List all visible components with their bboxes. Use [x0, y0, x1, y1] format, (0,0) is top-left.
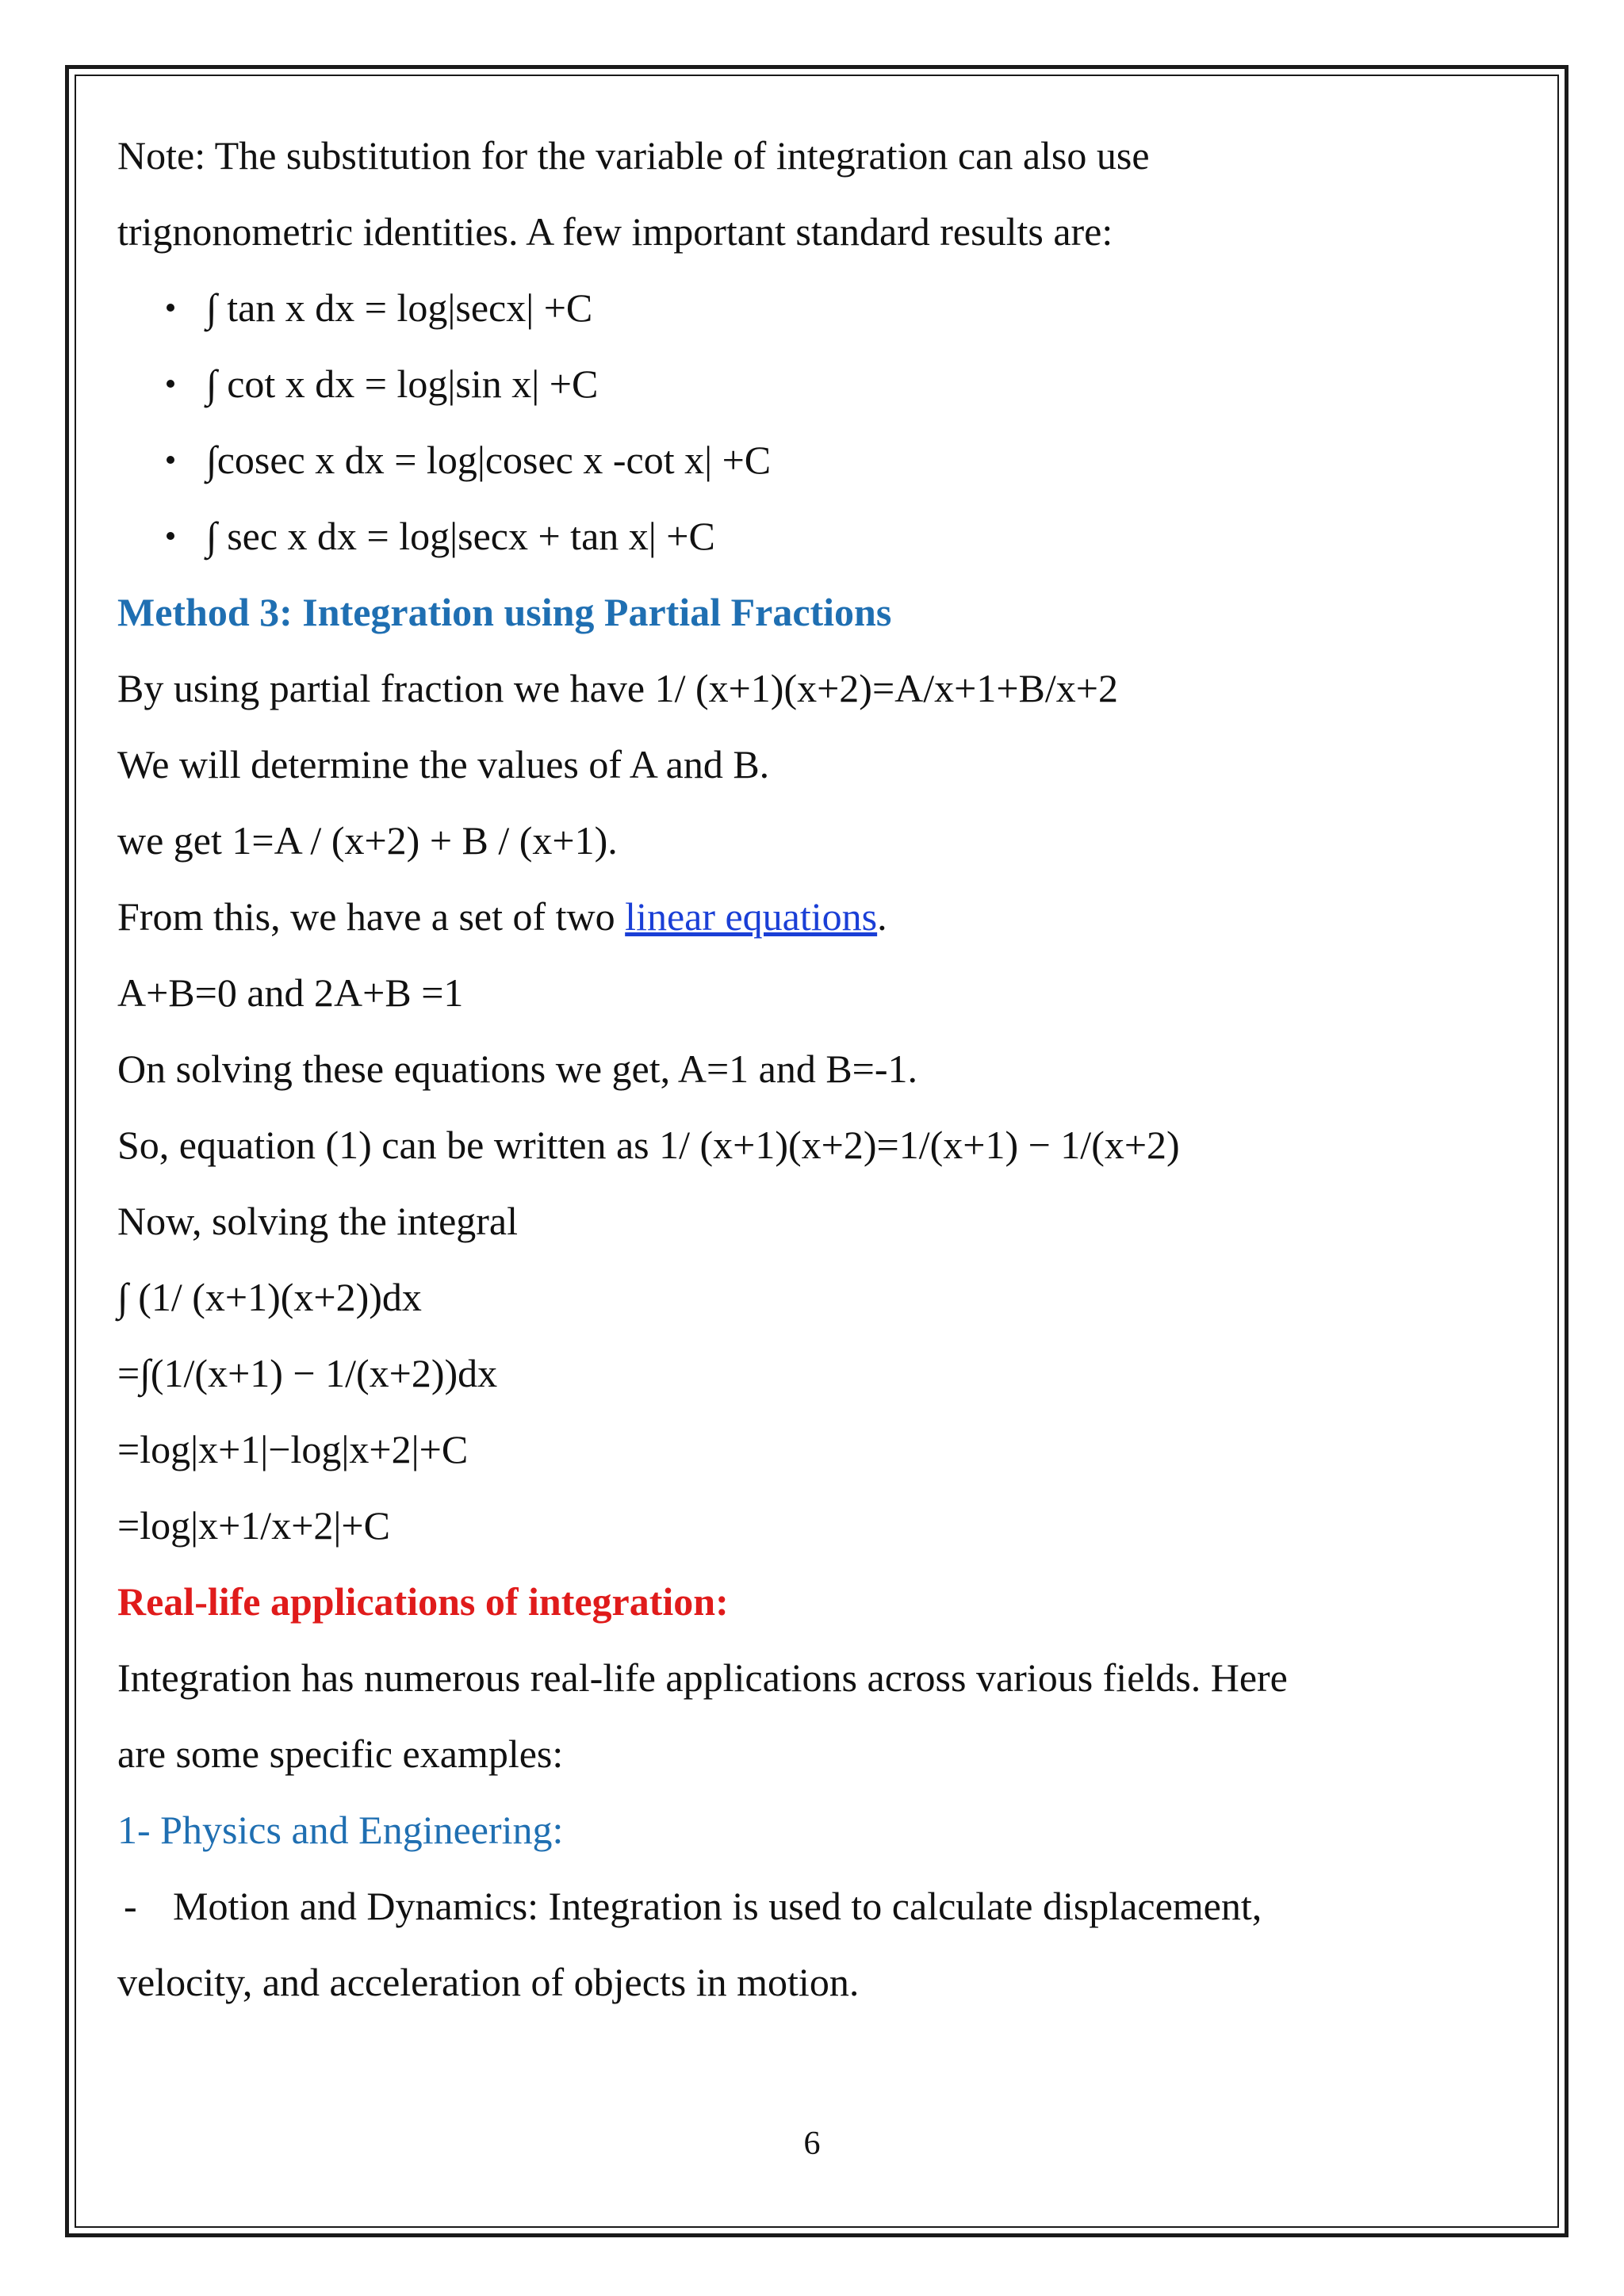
bullet-icon [167, 532, 174, 540]
text-line: are some specific examples: [117, 1732, 564, 1776]
page-content [117, 117, 1513, 2020]
linear-equations-link[interactable]: linear equations [625, 894, 878, 939]
applications-heading: Real-life applications of integration: [117, 1579, 729, 1624]
text-line: By using partial fraction we have 1/ (x+1)(x+2)=A/x+1+B/x+2 [117, 666, 1118, 710]
physics-subheading: 1- Physics and Engineering: [117, 1808, 564, 1852]
page-number: 6 [803, 2126, 821, 2162]
text-line: So, equation (1) can be written as 1/ (x+1)(x+2)=1/(x+1) − 1/(x+2) [117, 1123, 1180, 1167]
bullet-icon [167, 304, 174, 312]
text-line: On solving these equations we get, A=1 and B=-1. [117, 1047, 918, 1091]
bullet-item [117, 346, 1513, 422]
bullet-item [117, 422, 1513, 498]
text-segment: From this, we have a set of two [117, 894, 626, 939]
text-line: A+B=0 and 2A+B =1 [117, 970, 464, 1015]
bullet-text: ∫cosec x dx = log|cosec x -cot x| +C [206, 438, 772, 482]
text-segment: . [877, 894, 887, 939]
text-line: velocity, and acceleration of objects in motion. [117, 1960, 860, 2004]
bullet-item [117, 270, 1513, 346]
text-line: Integration has numerous real-life applications across various fields. Here [117, 1655, 1288, 1700]
dash-marker: - [124, 1884, 137, 1928]
text-line: Now, solving the integral [117, 1199, 519, 1243]
bullet-text: ∫ sec x dx = log|secx + tan x| +C [206, 514, 715, 558]
text-line-with-link [117, 878, 1513, 955]
bullet-item [117, 498, 1513, 574]
equation-line: ∫ (1/ (x+1)(x+2))dx [117, 1275, 422, 1319]
bullet-icon [167, 380, 174, 388]
text-line: we get 1=A / (x+2) + B / (x+1). [117, 818, 618, 863]
method3-heading: Method 3: Integration using Partial Fractions [117, 590, 892, 634]
text-line: We will determine the values of A and B. [117, 742, 770, 786]
bullet-text: ∫ cot x dx = log|sin x| +C [206, 362, 599, 406]
note-line-1: Note: The substitution for the variable of integration can also use [117, 133, 1150, 178]
dash-item-text: Motion and Dynamics: Integration is used to calculate displacement, [173, 1884, 1262, 1928]
equation-line: =log|x+1|−log|x+2|+C [117, 1427, 469, 1471]
note-line-2: trignonometric identities. A few important standard results are: [117, 209, 1113, 254]
dash-list-item [117, 1868, 1513, 1944]
bullet-icon [167, 456, 174, 464]
equation-line: =∫(1/(x+1) − 1/(x+2))dx [117, 1351, 498, 1395]
bullet-text: ∫ tan x dx = log|secx| +C [206, 285, 593, 330]
equation-line: =log|x+1/x+2|+C [117, 1503, 390, 1548]
